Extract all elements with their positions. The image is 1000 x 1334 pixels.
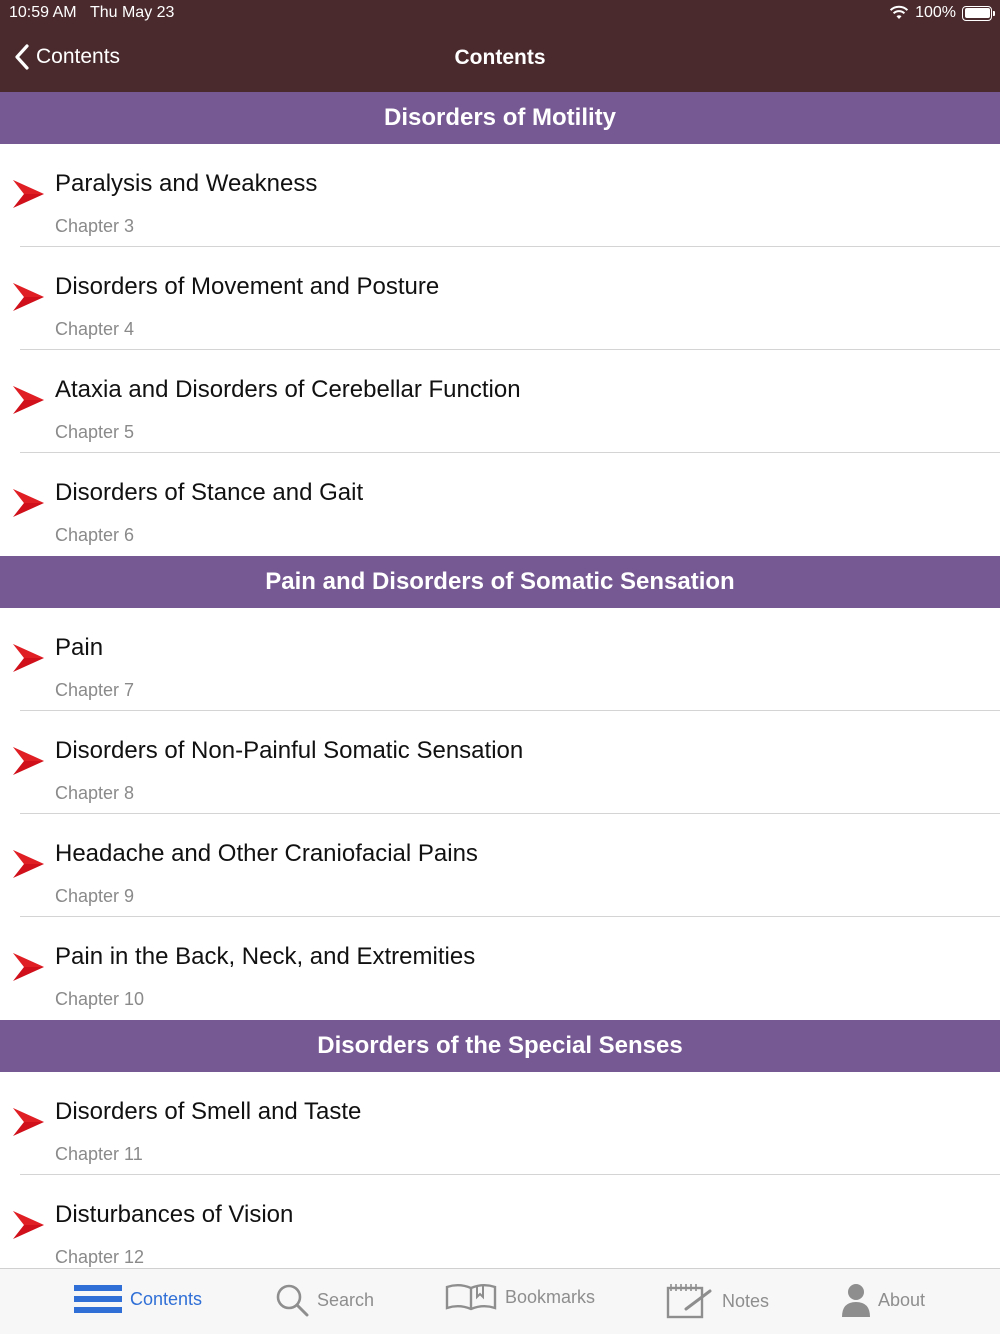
tab-label: Contents bbox=[130, 1288, 203, 1309]
red-arrow-icon bbox=[11, 1106, 45, 1138]
red-arrow-icon bbox=[11, 281, 45, 313]
chapter-number: Chapter 7 bbox=[55, 680, 135, 700]
chapter-number: Chapter 3 bbox=[55, 216, 135, 236]
list-icon bbox=[74, 1283, 122, 1315]
chapter-row[interactable] bbox=[0, 1072, 1000, 1175]
chapter-row[interactable] bbox=[0, 711, 1000, 814]
red-arrow-icon bbox=[11, 951, 45, 983]
battery-percent: 100% bbox=[915, 4, 956, 21]
chapter-number: Chapter 6 bbox=[55, 525, 135, 545]
tab-label: Notes bbox=[722, 1290, 770, 1311]
red-arrow-icon bbox=[11, 642, 45, 674]
tab-contents[interactable] bbox=[74, 1283, 202, 1315]
book-icon bbox=[445, 1283, 497, 1311]
notepad-icon bbox=[666, 1283, 714, 1319]
tab-label: Search bbox=[317, 1289, 375, 1310]
tab-about[interactable] bbox=[842, 1283, 925, 1317]
chapter-title: Pain in the Back, Neck, and Extremities bbox=[55, 943, 476, 970]
chapter-row[interactable] bbox=[0, 453, 1000, 556]
red-arrow-icon bbox=[11, 1209, 45, 1241]
contents-list[interactable] bbox=[0, 92, 1000, 1268]
chapter-number: Chapter 10 bbox=[55, 989, 145, 1009]
status-right bbox=[889, 4, 992, 22]
wifi-icon bbox=[889, 5, 909, 21]
tab-bookmarks[interactable] bbox=[445, 1283, 595, 1311]
tab-label: About bbox=[878, 1289, 926, 1310]
chapter-number: Chapter 8 bbox=[55, 783, 135, 803]
page-title: Contents bbox=[454, 46, 546, 69]
section-header: Pain and Disorders of Somatic Sensation bbox=[0, 556, 1000, 608]
battery-icon bbox=[962, 6, 992, 21]
chapter-row[interactable] bbox=[0, 917, 1000, 1020]
chapter-row[interactable] bbox=[0, 350, 1000, 453]
chapter-title: Ataxia and Disorders of Cerebellar Function bbox=[55, 376, 521, 403]
status-bar bbox=[0, 0, 1000, 28]
red-arrow-icon bbox=[11, 487, 45, 519]
chapter-row[interactable] bbox=[0, 608, 1000, 711]
chapter-row[interactable] bbox=[0, 1175, 1000, 1268]
chapter-number: Chapter 5 bbox=[55, 422, 135, 442]
chapter-title: Disturbances of Vision bbox=[55, 1201, 294, 1228]
navigation-bar bbox=[0, 30, 1000, 90]
tab-search[interactable] bbox=[275, 1283, 374, 1317]
search-icon bbox=[275, 1283, 309, 1317]
chapter-row[interactable] bbox=[0, 144, 1000, 247]
chapter-title: Pain bbox=[55, 634, 104, 661]
section-header: Disorders of Motility bbox=[0, 92, 1000, 144]
chapter-row[interactable] bbox=[0, 814, 1000, 917]
chapter-number: Chapter 11 bbox=[55, 1144, 143, 1164]
chapter-title: Paralysis and Weakness bbox=[55, 170, 318, 197]
chapter-title: Disorders of Stance and Gait bbox=[55, 479, 364, 506]
section-header: Disorders of the Special Senses bbox=[0, 1020, 1000, 1072]
tab-bar bbox=[0, 1268, 1000, 1334]
chapter-title: Disorders of Smell and Taste bbox=[55, 1098, 362, 1125]
chapter-title: Disorders of Non-Painful Somatic Sensation bbox=[55, 737, 524, 764]
chapter-number: Chapter 4 bbox=[55, 319, 135, 339]
chapter-title: Disorders of Movement and Posture bbox=[55, 273, 440, 300]
red-arrow-icon bbox=[11, 848, 45, 880]
red-arrow-icon bbox=[11, 745, 45, 777]
chapter-row[interactable] bbox=[0, 247, 1000, 350]
red-arrow-icon bbox=[11, 178, 45, 210]
tab-label: Bookmarks bbox=[505, 1286, 596, 1307]
red-arrow-icon bbox=[11, 384, 45, 416]
tab-notes[interactable] bbox=[666, 1283, 769, 1319]
back-button-label: Contents bbox=[36, 45, 121, 68]
person-icon bbox=[842, 1283, 870, 1317]
chapter-title: Headache and Other Craniofacial Pains bbox=[55, 840, 478, 867]
chapter-number: Chapter 12 bbox=[55, 1247, 145, 1267]
chapter-number: Chapter 9 bbox=[55, 886, 135, 906]
top-bar bbox=[0, 0, 1000, 92]
status-time: 10:59 AM Thu May 23 bbox=[9, 4, 175, 21]
